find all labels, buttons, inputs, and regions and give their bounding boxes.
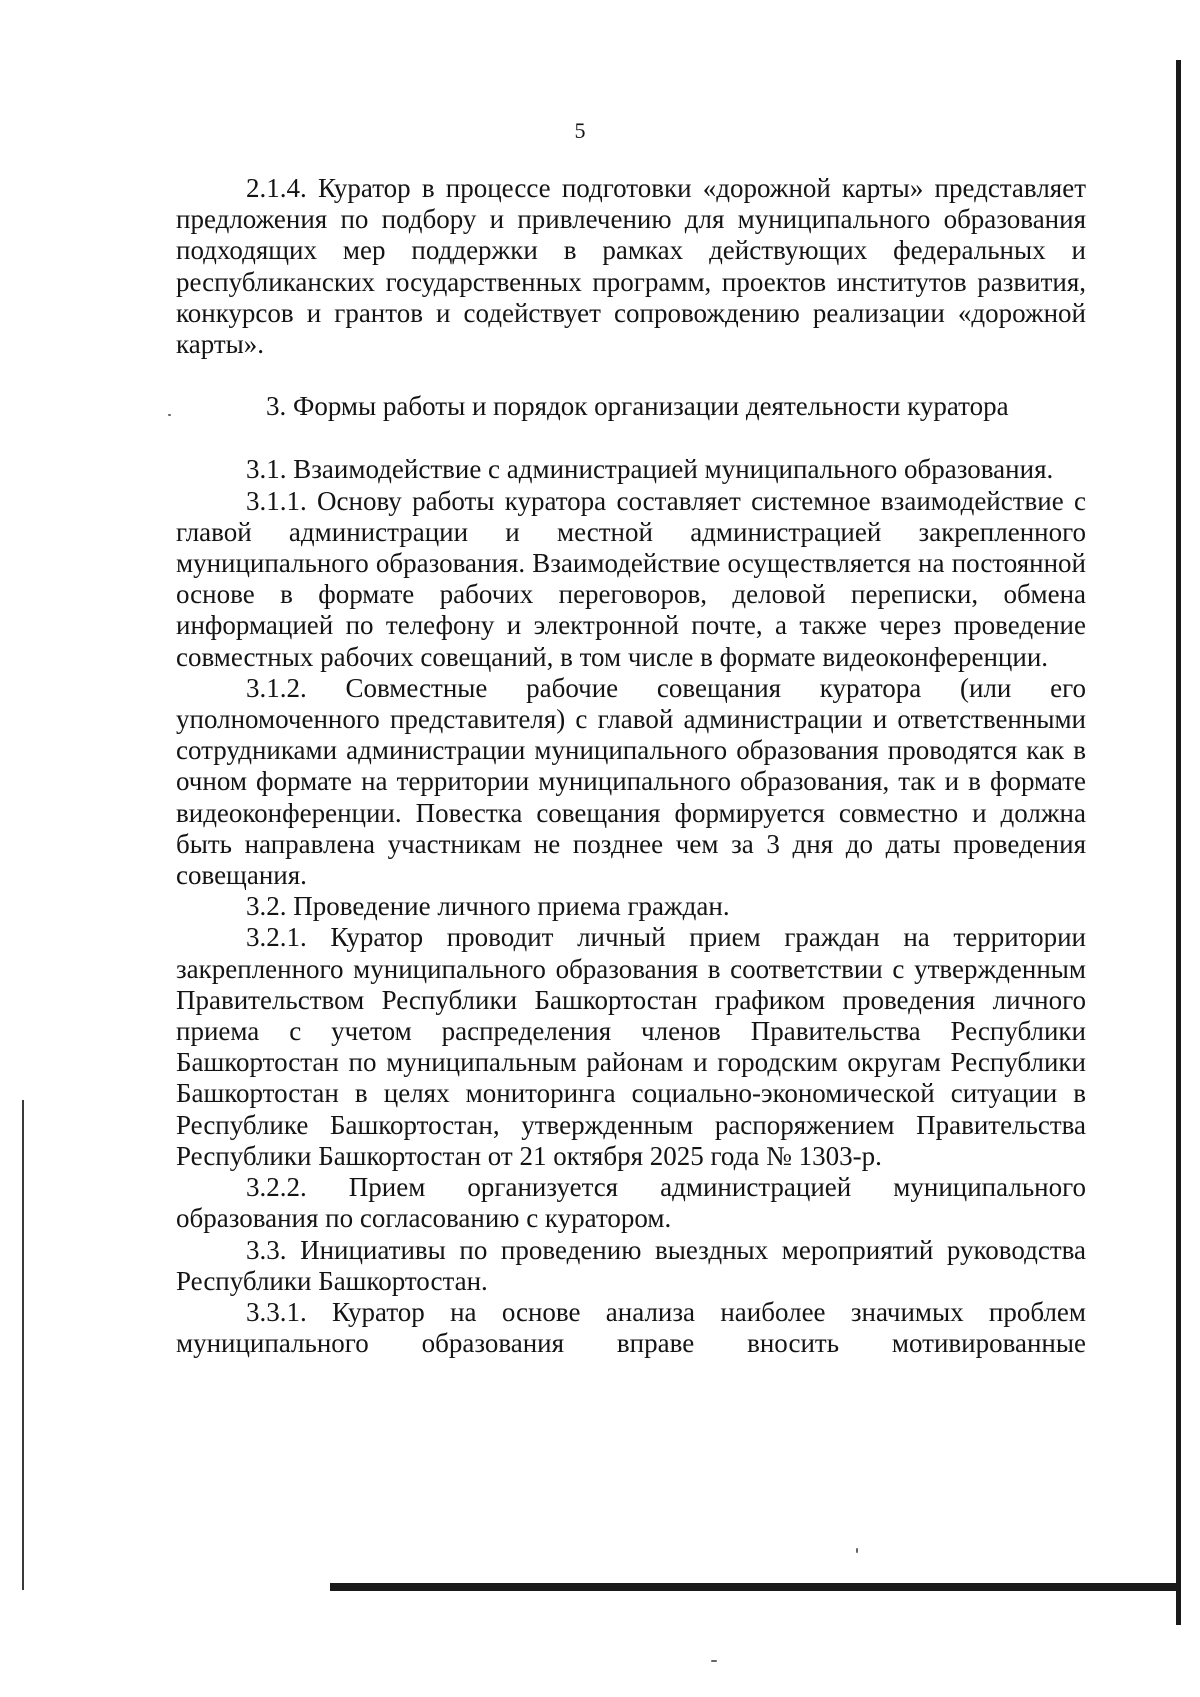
paragraph-3-2-2: 3.2.2. Прием организуется администрацией муниципального образования по согласованию с куратором. <box>176 1172 1086 1234</box>
paragraph-3-1-1: 3.1.1. Основу работы куратора составляет системное взаимодействие с главой администрации и местной администрацией закрепленного муниципального образования. Взаимодействие осуществляется на постоянной основе в формате рабочих переговоров, деловой переписки, обмена информацией по телефону и электронной почте, а также через проведение совместных рабочих совещаний, в том числе в формате видеоконференции. <box>176 485 1086 672</box>
paragraph-3-3-1: 3.3.1. Куратор на основе анализа наиболее значимых проблем муниципального образования вправе вносить мотивированные <box>176 1296 1086 1359</box>
scan-speck <box>168 414 171 416</box>
scan-speck <box>856 1548 858 1553</box>
paragraph-3-2-1: 3.2.1. Куратор проводит личный прием граждан на территории закрепленного муниципального образования в соответствии с утвержденным Правительством Республики Башкортостан графиком проведения личного приема с учетом распределения членов Правительства Республики Башкортостан по муниципальным районам и городским округам Республики Башкортостан в целях мониторинга социально-экономической ситуации в Республике Башкортостан, утвержденным распоряжением Правительства Республики Башкортостан от 21 октября 2025 года № 1303-р. <box>176 922 1086 1171</box>
scan-edge-right <box>1176 60 1181 1625</box>
document-body <box>176 173 1086 1359</box>
page-number: 5 <box>574 118 586 143</box>
paragraph-3-1: 3.1. Взаимодействие с администрацией муниципального образования. <box>246 454 1054 485</box>
scan-edge-bottom <box>330 1583 1180 1591</box>
paragraph-3-2: 3.2. Проведение личного приема граждан. <box>246 891 730 922</box>
section-heading-3: 3. Формы работы и порядок организации деятельности куратора <box>266 391 1009 422</box>
scan-speck <box>711 1660 717 1662</box>
paragraph-3-1-2: 3.1.2. Совместные рабочие совещания куратора (или его уполномоченного представителя) с главой администрации и ответственными сотрудниками администрации муниципального образования проводятся как в очном формате на территории муниципального образования, так и в формате видеоконференции. Повестка совещания формируется совместно и должна быть направлена участникам не позднее чем за 3 дня до даты проведения совещания. <box>176 672 1086 891</box>
scan-edge-left <box>22 1100 24 1590</box>
paragraph-2-1-4: 2.1.4. Куратор в процессе подготовки «дорожной карты» представляет предложения по подбору и привлечению для муниципального образования подходящих мер поддержки в рамках действующих федеральных и республиканских государственных программ, проектов институтов развития, конкурсов и грантов и содействует сопровождению реализации «дорожной карты». <box>176 173 1086 360</box>
paragraph-3-3: 3.3. Инициативы по проведению выездных мероприятий руководства Республики Башкортостан. <box>176 1234 1086 1296</box>
